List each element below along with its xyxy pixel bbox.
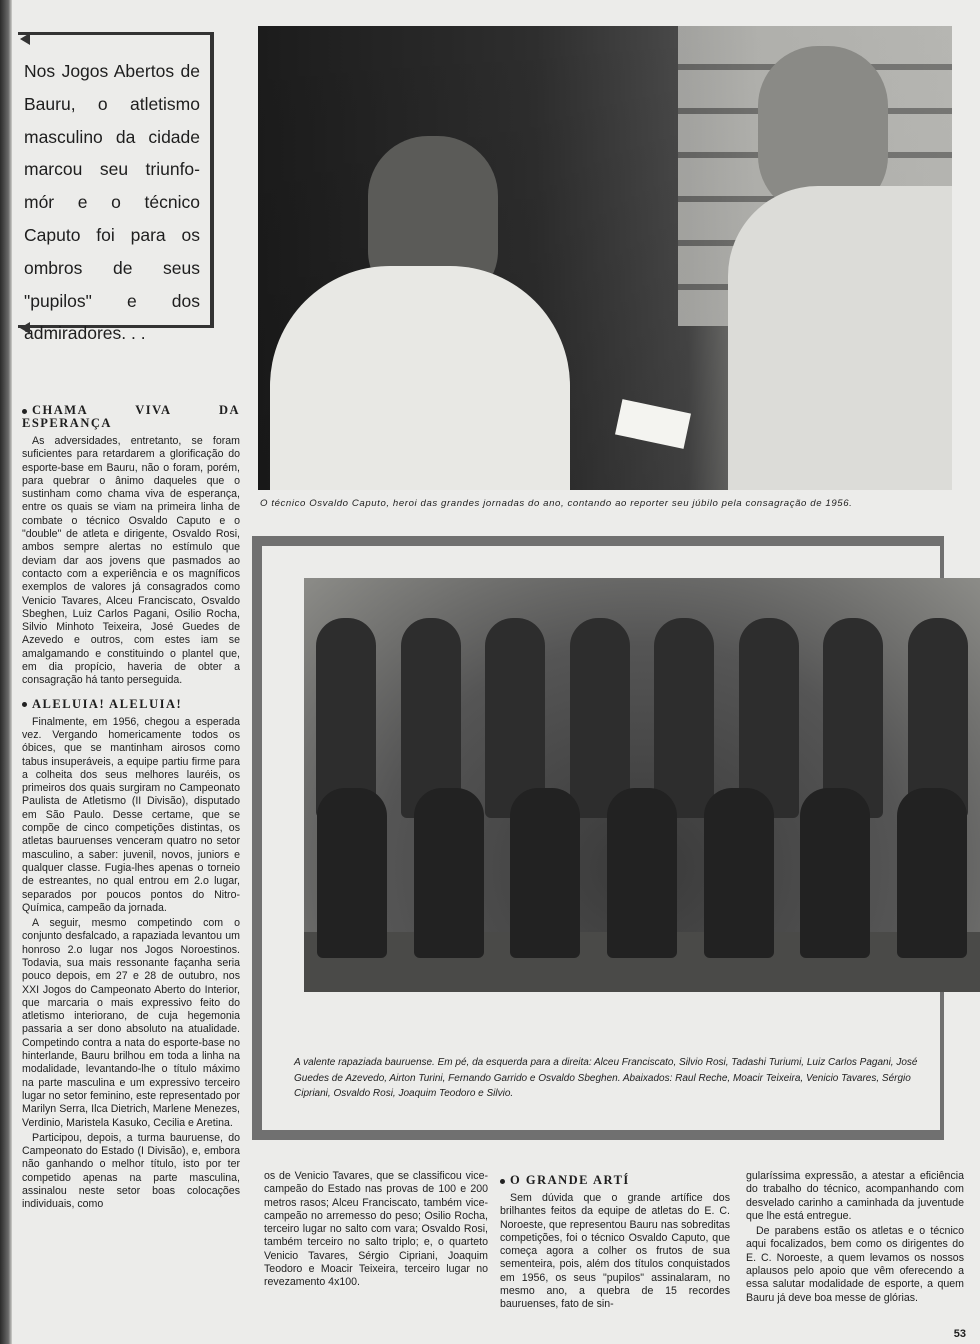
intro-box — [18, 32, 214, 344]
section-heading: CHAMA VIVA DA ESPERANÇA — [22, 403, 240, 430]
intro-text: Nos Jogos Abertos de Bauru, o atletismo masculino da cidade marcou seu triunfo-mór e o técnico Caputo foi para os ombros de seus "pupilos" e dos admiradores. . . — [24, 61, 200, 344]
binding-spine — [0, 0, 12, 1344]
photo-caption: O técnico Osvaldo Caputo, heroi das grandes jornadas do ano, contando ao reporter seu júbilo pela consagração de 1956. — [260, 498, 853, 509]
arrow-left-icon — [20, 322, 30, 334]
page-number: 53 — [953, 1328, 966, 1340]
column-3 — [500, 1170, 730, 1340]
left-column — [22, 400, 240, 1340]
paragraph: Finalmente, em 1956, chegou a esperada vez. Vergando homericamente todos os óbices, que se mantinham airosos como tabus insuperáveis, a equipe partiu firme para a colheita dos seus melhores lauréis, os primeiros dos quais surgiram no Campeonato Paulista de Atletismo (II Divisão), disputado em São Paulo. Desse certame, que se compõe de cinco competições distintas, os atletas bauruenses venceram quatro no setor masculino, a saber: juvenil, novos, juniors e qualquer classe. Fugia-lhes apenas o torneio de estreantes, no qual entrou em 2.o lugar, separados por poucos pontos do Nitro-Química, campeão da jornada. — [22, 715, 240, 914]
bullet-icon — [22, 702, 27, 707]
section-heading: ALELUIA! ALELUIA! — [22, 698, 240, 711]
column-4 — [746, 1170, 964, 1340]
photo-team — [304, 578, 980, 992]
column-2 — [264, 1170, 488, 1340]
bullet-icon — [22, 409, 27, 414]
paragraph: A seguir, mesmo competindo com o conjunto desfalcado, a rapaziada levantou um honroso 2.o lugar nos Jogos Noroestinos. Todavia, sua mais ressonante façanha seria pouco depois, em 27 e 28 de outubro, nos XXI Jogos do Campeonato Aberto do Interior, que marcaria o mais expressivo feito do atletismo interiorano, de cuja hegemonia passaria a ser dono absoluto na atualidade. Competindo contra a nata do esporte-base no hinterlande, Bauru brilhou em toda a linha na modalidade, levantando-lhe o título máximo na parte masculina e um expressivo terceiro lugar no setor feminino, este representado por Marilyn Serra, Ilca Dietrich, Marlene Menezes, Verdinio, Maristela Kasuko, Cecilia e Aretina. — [22, 917, 240, 1129]
photo-caption: A valente rapaziada bauruense. Em pé, da esquerda para a direita: Alceu Franciscato, Silvio Rosi, Tadashi Turiumi, Luiz Carlos Pagani, José Guedes de Azevedo, Airton Turini, Fernando Garrido e Osvaldo Sbeghen. Abaixados: Raul Reche, Moacir Teixeira, Venicio Tavares, Sérgio Cipriani, Osvaldo Rosi, Joaquim Teodoro e Silvio. — [294, 1057, 918, 1099]
photo-coach-interview — [258, 26, 952, 490]
paragraph: As adversidades, entretanto, se foram suficientes para retardarem a glorificação do esporte-base em Bauru, não o foram, porém, para quebrar o ânimo daqueles que o sustinham como chama viva de esperança, entre os quais se viam na primeira linha de combate o técnico Osvaldo Caputo e o "double" de atleta e dirigente, Osvaldo Rosi, ambos sempre alertas no estímulo que deviam dar aos jovens que pasmados ao contacto com a experiência e os magníficos exemplos de valores já consagrados como Venicio Tavares, Alceu Franciscato, Osvaldo Sbeghen, Luiz Carlos Pagani, Osilio Rocha, Silvio Minhoto Teixeira, José Guedes de Azevedo e outros, com estes iam se amalgamando e constituindo o plantel que, em dia propício, haveria de obter a consagração há tanto perseguida. — [22, 435, 240, 687]
paragraph: gularíssima expressão, a atestar a eficiência do trabalho do técnico, acompanhando com desvelado carinho a caminhada da juventude que lhe está entregue. — [746, 1170, 964, 1222]
section-heading: O GRANDE ARTÍ — [500, 1174, 730, 1187]
paragraph: De parabens estão os atletas e o técnico aqui focalizados, bem como os dirigentes do E. C. Noroeste, a quem levamos os nossos aplausos pelo apoio que vêm oferecendo a essa salutar modalidade de esporte, a quem Bauru já deve boa messe de glórias. — [746, 1225, 964, 1304]
bullet-icon — [500, 1179, 505, 1184]
paragraph: Sem dúvida que o grande artífice dos brilhantes feitos da equipe de atletas do E. C. Noroeste, que representou Bauru nas sobreditas competições, foi o técnico Osvaldo Caputo, que começa agora a colher os frutos de sua sementeira, pois, além dos títulos conquistados em 1956, os seus "pupilos" assinalaram, no mesmo ano, a quebra de 15 recordes bauruenses, fato de sin- — [500, 1192, 730, 1311]
paragraph: os de Venicio Tavares, que se classificou vice-campeão do Estado nas provas de 100 e 200 metros rasos; Alceu Franciscato, também vice-campeão no arremesso do peso; Osilio Rocha, terceiro lugar no salto com vara; Osvaldo Rosi, também terceiro no salto triplo; e, o quarteto Venicio Tavares, Sérgio Cipriani, Joaquim Teodoro e Moacir Teixeira, terceiro lugar no revezamento 4x100. — [264, 1170, 488, 1289]
paragraph: Participou, depois, a turma bauruense, do Campeonato do Estado (I Divisão), e, embora não ganhando o melhor título, isto por ter competido apenas na parte masculina, assinalou neste setor boas colocações individuais, como — [22, 1131, 240, 1211]
